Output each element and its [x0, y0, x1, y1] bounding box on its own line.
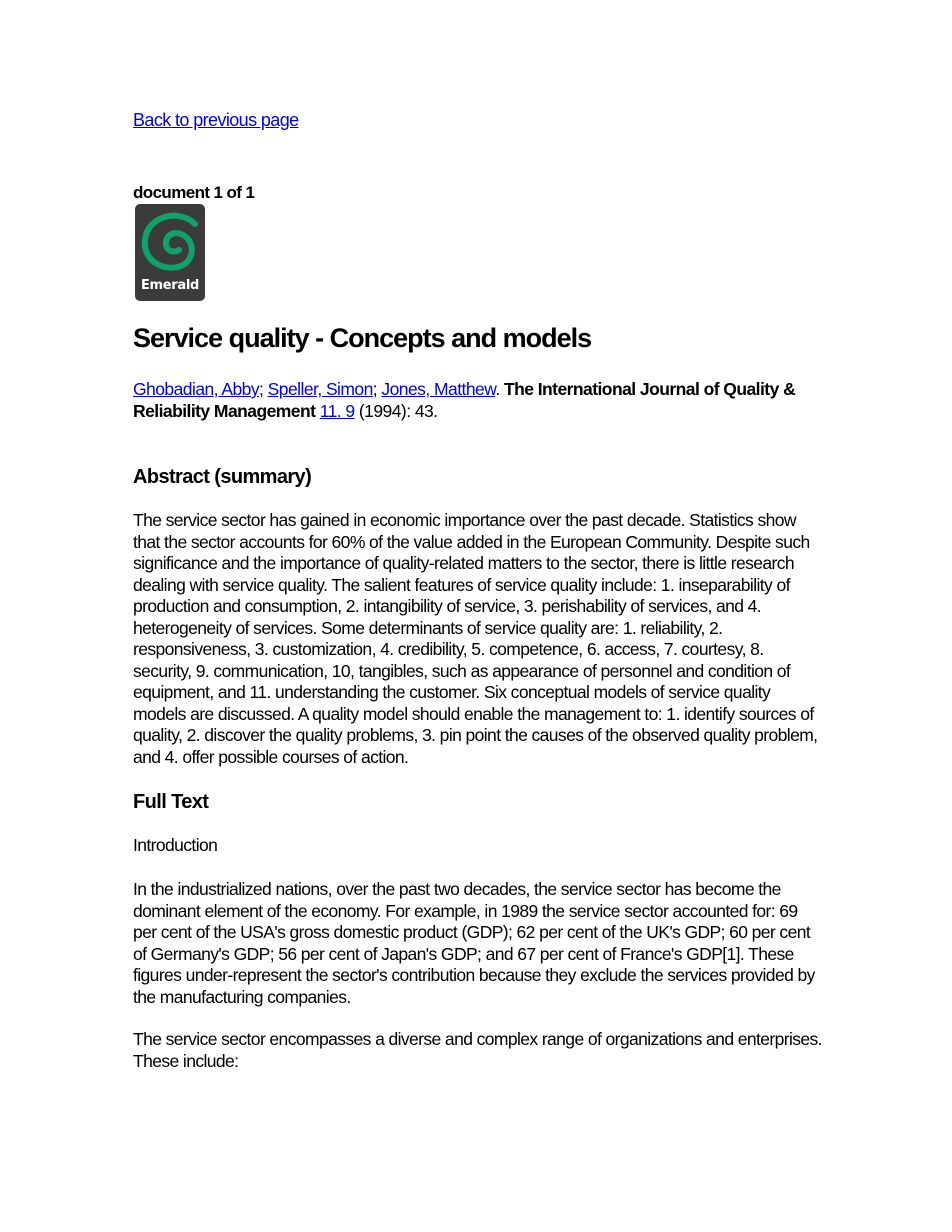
author-separator: ; — [372, 379, 382, 399]
year-pages: (1994): 43. — [354, 401, 438, 421]
emerald-logo — [135, 204, 205, 301]
abstract-text: The service sector has gained in economic importance over the past decade. Statistics show that the sector accounts for 60% of the value added in the European Community. Despite such significance and the importance of quality-related matters to the sector, there is little research dealing with service quality. The salient features of service quality include: 1. inseparability of production and consumption, 2. intangibility of service, 3. perishability of services, and 4. heterogeneity of services. Some determinants of service quality are: 1. reliability, 2. responsiveness, 3. customization, 4. credibility, 5. competence, 6. access, 7. courtesy, 8. security, 9. communication, 10, tangibles, such as appearance of personnel and condition of equipment, and 11. understanding the customer. Six conceptual models of service quality models are discussed. A quality model should enable the management to: 1. identify sources of quality, 2. discover the quality problems, 3. pin point the causes of the observed quality problem, and 4. offer possible courses of action. — [133, 510, 818, 767]
abstract-heading: Abstract (summary) — [133, 466, 312, 488]
author-separator: ; — [259, 379, 268, 399]
emerald-swirl-icon — [135, 204, 205, 279]
author-link-jones[interactable]: Jones, Matthew — [381, 379, 496, 399]
back-to-previous-page-link[interactable]: Back to previous page — [133, 110, 299, 130]
article-title: Service quality - Concepts and models — [133, 323, 592, 353]
full-text-paragraph: The service sector encompasses a diverse and complex range of organizations and enterprises. These include: — [133, 1029, 822, 1071]
document-count: document 1 of 1 — [133, 183, 255, 202]
full-text-paragraph: In the industrialized nations, over the past two decades, the service sector has become the dominant element of the economy. For example, in 1989 the service sector accounted for: 69 per cent of the USA's gross domestic product (GDP); 62 per cent of the UK's GDP; 60 per cent of Germany's GDP; 56 per cent of Japan's GDP; and 67 per cent of France's GDP[1]. These figures under-represent the sector's contribution because they exclude the services provided by the manufacturing companies. — [133, 879, 815, 1007]
issue-link[interactable]: 11. 9 — [319, 401, 355, 421]
author-link-ghobadian[interactable]: Ghobadian, Abby — [133, 379, 260, 399]
section-label-introduction: Introduction — [133, 835, 218, 855]
citation — [133, 378, 823, 422]
journal-name: The International Journal of Quality & Reliability Management — [133, 379, 796, 421]
full-text-heading: Full Text — [133, 791, 209, 813]
author-separator: . — [495, 379, 504, 399]
author-link-speller[interactable]: Speller, Simon — [267, 379, 373, 399]
emerald-logo-text: Emerald — [140, 278, 200, 293]
